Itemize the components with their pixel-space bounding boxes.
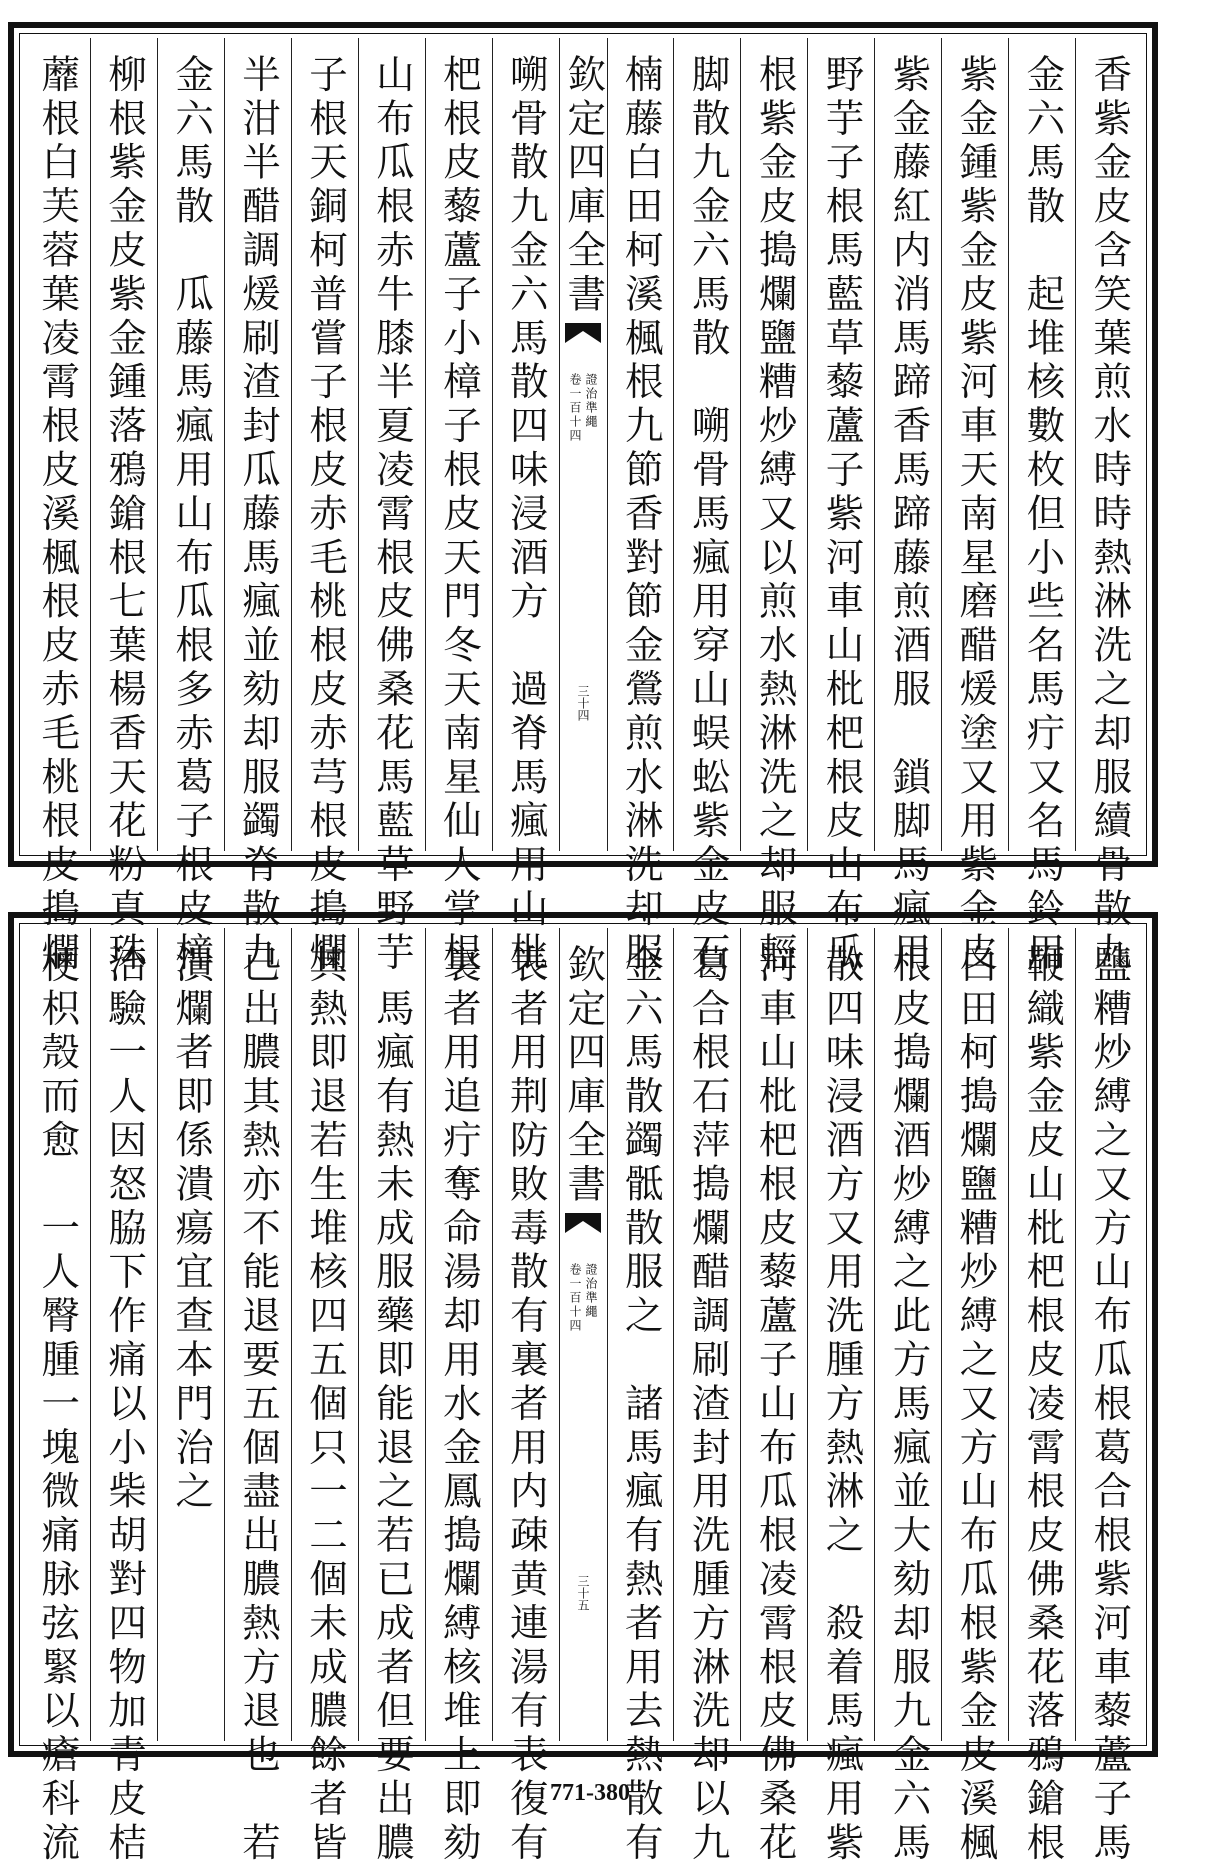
text-column <box>425 928 492 1866</box>
text-column <box>291 38 358 976</box>
column-text: 潰爛者即係潰瘍宜查本門治之 <box>169 944 215 1515</box>
fishtail-mark-icon <box>563 1211 603 1237</box>
text-column <box>1008 38 1075 976</box>
column-text: 河車山枇杷根皮藜蘆子山布瓜根凌霄根皮佛桑花 <box>752 944 798 1866</box>
text-column <box>224 928 291 1866</box>
column-text: 野芋子根馬藍草藜蘆子紫河車山枇杷根皮山布瓜 <box>819 54 865 976</box>
column-text: 紫金鍾紫金皮紫河車天南星磨醋煖塗又用紫金皮 <box>953 54 999 976</box>
text-column <box>358 928 425 1866</box>
center-subtitle <box>569 373 597 443</box>
center-fold <box>559 38 607 851</box>
text-column <box>492 38 559 976</box>
text-column <box>24 38 90 976</box>
folio-number: 三十四 <box>576 685 590 721</box>
top-page-columns <box>24 38 1142 976</box>
text-column <box>425 38 492 976</box>
column-text: 馬瘋有熱未成服藥即能退之若已成者但要出膿 <box>369 944 415 1866</box>
center-title: 欽定四庫全書 <box>561 54 607 318</box>
column-text: 白田柯搗爛鹽糟炒縛之又方山布瓜根紫金皮溪楓 <box>953 944 999 1866</box>
text-column <box>291 928 358 1866</box>
text-column <box>358 38 425 976</box>
column-text: 子根天銅柯普嘗子根皮赤毛桃根皮赤芎根皮搗爛 <box>302 54 348 976</box>
column-text: 散四味浸酒方又用洗腫方熱淋之 殺着馬瘋用紫 <box>819 944 865 1866</box>
column-text: 蘼根白芙蓉葉凌霄根皮溪楓根皮赤毛桃根皮搗爛 <box>35 54 81 976</box>
column-text: 已出膿其熱亦不能退要五個盡出膿熱方退也 若 <box>236 944 282 1866</box>
text-column <box>1075 38 1142 976</box>
fishtail-mark-icon <box>563 321 603 347</box>
column-text: 表者用荆防敗毒散有裏者用内疎黄連湯有表復有 <box>503 944 549 1866</box>
book-title: 證治準繩 <box>584 373 598 430</box>
text-column <box>607 38 674 976</box>
text-column <box>740 38 807 976</box>
column-text: 山布瓜根赤牛膝半夏凌霄根皮佛桑花馬藍草野芋 <box>369 54 415 976</box>
text-column <box>874 38 941 976</box>
text-column <box>807 928 874 1866</box>
text-column <box>157 38 224 976</box>
column-text: 嗍骨散九金六馬散四味浸酒方 過脊馬瘋用山枇 <box>503 54 549 976</box>
column-text: 金六馬散蠲骶散服之 諸馬瘋有熱者用去熱散有 <box>618 944 664 1866</box>
column-text: 治驗一人因怒脇下作痛以小柴胡對四物加青皮桔 <box>102 944 148 1866</box>
text-column <box>224 38 291 976</box>
column-text: 楠藤白田柯溪楓根九節香對節金鶯煎水淋洗却服 <box>618 54 664 976</box>
column-text: 梗枳殼而愈 一人臀腫一塊微痛脉弦緊以瘡科流 <box>35 944 81 1866</box>
center-title: 欽定四庫全書 <box>561 944 607 1208</box>
center-fold <box>559 928 607 1741</box>
column-text: 鞭織紫金皮山枇杷根皮凌霄根皮佛桑花落鴉鎗根 <box>1020 944 1066 1866</box>
book-title: 證治準繩 <box>584 1263 598 1320</box>
page-number: 771-380 <box>550 1780 630 1806</box>
column-text: 香紫金皮含笑葉煎水時時熱淋洗之却服續骨散九 <box>1087 54 1133 976</box>
volume-label: 卷一百十四 <box>568 373 582 444</box>
column-text: 金六馬散 起堆核數枚但小些名馬疔又名馬鈴用 <box>1020 54 1066 976</box>
text-column <box>807 38 874 976</box>
text-column <box>941 38 1008 976</box>
column-text: 紫金藤紅内消馬蹄香馬蹄藤煎酒服 鎖脚馬瘋用 <box>886 54 932 976</box>
center-subtitle <box>569 1263 597 1333</box>
column-text: 根皮搗爛酒炒縛之此方馬瘋並大劾却服九金六馬 <box>886 944 932 1866</box>
text-column <box>90 928 157 1866</box>
column-text: 杷根皮藜蘆子小樟子根皮天門冬天南星仙人掌根 <box>436 54 482 976</box>
folio-number: 三十五 <box>576 1575 590 1611</box>
column-text: 根紫金皮搗爛鹽糟炒縛又以煎水熱淋洗之却服輕 <box>752 54 798 976</box>
text-column <box>1075 928 1142 1866</box>
column-text: 其熱即退若生堆核四五個只一二個未成膿餘者皆 <box>302 944 348 1866</box>
text-column <box>90 38 157 976</box>
column-text: 脚散九金六馬散 嗍骨馬瘋用穿山蜈蚣紫金皮石 <box>685 54 731 976</box>
column-text: 鹽糟炒縛之又方山布瓜根葛合根紫河車藜蘆子馬 <box>1087 944 1133 1866</box>
text-column <box>492 928 559 1866</box>
text-column <box>24 928 90 1866</box>
column-text: 柳根紫金皮紫金鍾落鴉鎗根七葉楊香天花粉真珠 <box>102 54 148 976</box>
text-column <box>607 928 674 1866</box>
text-column <box>941 928 1008 1866</box>
text-column <box>673 38 740 976</box>
text-column <box>1008 928 1075 1866</box>
text-column <box>157 928 224 1741</box>
column-text: 半泔半醋調煖刷渣封瓜藤馬瘋並劾却服蠲脊散九 <box>236 54 282 976</box>
top-page <box>8 22 1158 976</box>
column-text: 裏者用追疔奪命湯却用水金鳳搗爛縛核堆上即劾 <box>436 944 482 1866</box>
text-column <box>874 928 941 1866</box>
column-text: 金六馬散 瓜藤馬瘋用山布瓜根多赤葛子根皮樟 <box>169 54 215 976</box>
volume-label: 卷一百十四 <box>568 1263 582 1334</box>
column-text: 葛合根石萍搗爛醋調刷渣封用洗腫方淋洗却以九 <box>685 944 731 1866</box>
text-column <box>673 928 740 1866</box>
text-column <box>740 928 807 1866</box>
